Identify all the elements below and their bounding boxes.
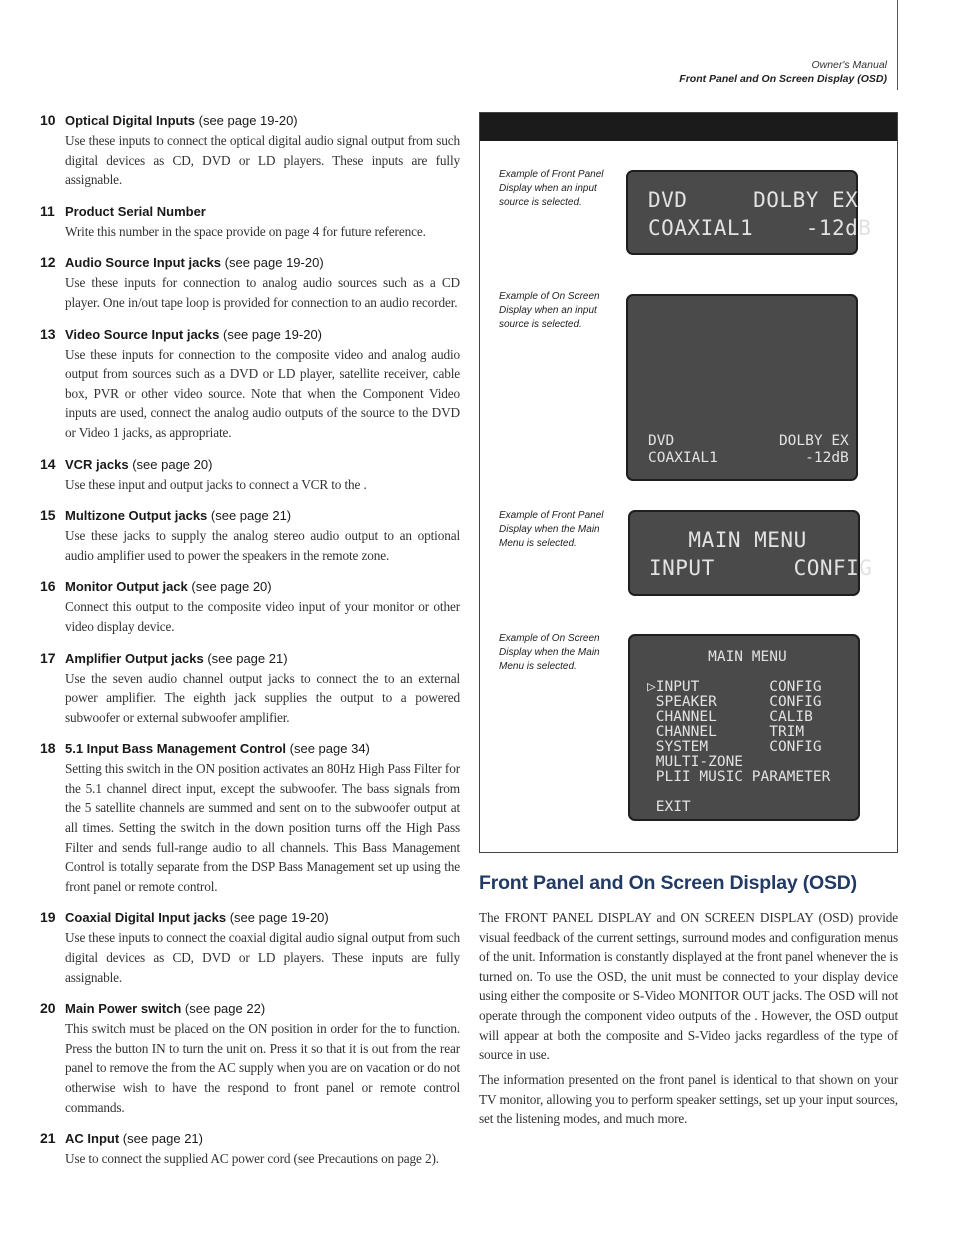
list-item [40,201,460,242]
item-title: Main Power switch [65,1001,182,1017]
item-page-ref: (see page 21) [119,1131,203,1147]
item-page-ref: (see page 20) [187,579,272,595]
item-title: Coaxial Digital Input jacks [65,910,227,926]
item-title: VCR jacks [65,456,129,472]
item-number: 10 [40,112,56,128]
item-number: 21 [40,1130,56,1147]
header-divider [897,0,898,90]
list-item [40,505,460,565]
item-number: 14 [40,455,56,472]
item-description: Use the seven audio channel output jacks to connect the to an external power amplifier. The eighth jack supplies the output to a powered subwoofer or external subwoofer amplifier. [65,670,460,725]
osd-paragraph-2: The information presented on the front panel is identical to that shown on your TV monitor, allowing you to perform speaker settings, set up your input sources, set the listening modes, and much more. [479,1072,898,1127]
item-number: 19 [40,909,56,926]
item-page-ref: (see page 21) [207,508,292,524]
osd-display-input: DVD DOLBY EX COAXIAL1 -12dB [626,294,858,481]
section-heading: Front Panel and On Screen Display (OSD) [479,872,857,894]
item-page-ref: (see page 22) [181,1001,266,1017]
item-title: Monitor Output jack [65,579,188,595]
item-description: Use these inputs for connection to the composite video and analog audio output from sources such as a DVD or LD player, satellite receiver, cable box, PVR or other video source. Note that when the Component Video inputs are used, connect the analog audio outputs of the source to the DVD or Video 1 jacks, as appropriate. [65,346,460,440]
item-number: 11 [40,202,55,219]
item-page-ref: (see page 34) [286,741,370,757]
item-description: Setting this switch in the ON position activates an 80Hz High Pass Filter for the 5.1 channel direct input, except the subwoofer. The bass signals from the 5 satellite channels are summed and sent on to the subwoofer output at all times. Setting the switch in the down position turns off the High Pass Filter and sends full-range audio to all channels. This Bass Management Control is totally separate from the DSP Bass Management set up using the front panel or remote control. [65,761,460,894]
item-number: 13 [40,325,56,342]
header-section-title: Front Panel and On Screen Display (OSD) [679,73,887,85]
item-description: This switch must be placed on the ON position in order for the to function. Press the button IN to turn the unit on. Press it so that it is out from the rear panel to remove the from the AC supply when you are on vacation or do not otherwise wish to have the respond to front panel or remote control commands. [65,1021,460,1115]
item-page-ref: (see page 19-20) [219,326,322,342]
item-page-ref: (see page 20) [128,456,213,472]
caption-front-panel-menu: Example of Front Panel Display when the Main Menu is selected. [499,510,604,549]
list-item [40,252,460,312]
list-item [40,907,460,987]
caption-front-panel-input: Example of Front Panel Display when an input source is selected. [499,169,604,208]
osd-paragraph-1: The FRONT PANEL DISPLAY and ON SCREEN DISPLAY (OSD) provide visual feedback of the current settings, surround modes and configuration menus of the unit. Information is constantly displayed at the front panel whenever the is turned on. To use the OSD, the unit must be connected to your display device using either the composite or S-Video MONITOR OUT jacks. The OSD will not operate through the component video outputs of the . However, the OSD output will appear at both the composite and S-Video jacks regardless of the type of source in use. [479,910,898,1063]
list-item [40,454,460,495]
item-description: Use these inputs for connection to analog audio sources such as a CD player. One in/out tape loop is provided for connection to an audio recorder. [65,275,460,310]
display-examples-figure [479,112,898,853]
item-number: 16 [40,578,56,595]
item-page-ref: (see page 19-20) [195,113,298,128]
item-description: Use these inputs to connect the optical digital audio signal output from such digital devices as CD, DVD or LD players. These inputs are fully assignable. [65,133,460,188]
item-title: Optical Digital Inputs [65,113,196,128]
list-item [40,1128,460,1169]
item-page-ref: (see page 21) [203,650,288,666]
item-description: Use these jacks to supply the analog stereo audio output to an optional audio amplifier used to power the speakers in the remote zone. [65,528,460,563]
list-item [40,998,460,1117]
list-item [40,324,460,443]
list-item [40,576,460,636]
item-number: 15 [40,507,56,524]
item-page-ref: (see page 19-20) [221,255,324,271]
item-description: Use these inputs to connect the coaxial digital audio signal output from such digital devices as CD, DVD or LD players. These inputs are fully assignable. [65,930,460,985]
caption-osd-input: Example of On Screen Display when an input source is selected. [499,291,600,330]
item-number: 12 [40,254,56,271]
item-description: Use these input and output jacks to connect a VCR to the . [65,476,367,492]
figure-title-bar [480,113,897,141]
item-title: Product Serial Number [65,203,206,219]
item-title: Video Source Input jacks [65,326,220,342]
osd-display-menu: MAIN MENU ▷INPUT CONFIG SPEAKER CONFIG CHANNEL CALIB CHANNEL TRIM SYSTEM CONFIG MULTI-ZONE PLII MUSIC PARAMETER EXIT [628,634,860,821]
item-page-ref: (see page 19-20) [226,910,329,926]
front-panel-display-menu: MAIN MENU INPUT CONFIG [628,510,860,596]
item-description: Connect this output to the composite video input of your monitor or other video display device. [65,599,460,634]
item-description: Write this number in the space provide on page 4 for future reference. [65,223,426,239]
item-title: 5.1 Input Bass Management Control [65,741,287,757]
caption-osd-menu: Example of On Screen Display when the Main Menu is selected. [499,633,600,672]
rear-panel-items [40,110,460,1180]
item-number: 20 [40,1000,56,1017]
list-item [40,648,460,728]
item-title: Amplifier Output jacks [65,650,204,666]
front-panel-display-input: DVD DOLBY EX COAXIAL1 -12dB [626,170,858,255]
item-number: 17 [40,649,56,666]
item-description: Use to connect the supplied AC power cord (see Precautions on page 2). [65,1151,439,1167]
item-title: AC Input [65,1131,120,1147]
item-title: Multizone Output jacks [65,508,208,524]
header-manual-label: Owner's Manual [811,59,887,71]
list-item [40,110,460,190]
item-title: Audio Source Input jacks [65,255,222,271]
item-number: 18 [40,740,56,757]
page-header [679,58,887,86]
list-item [40,738,460,896]
